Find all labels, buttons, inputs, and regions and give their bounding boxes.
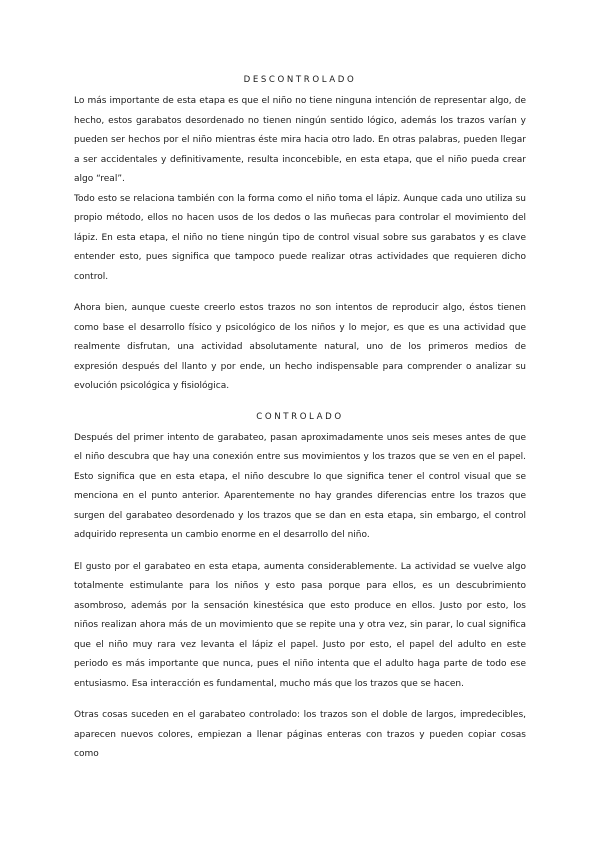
spacer [74, 546, 526, 558]
spacer [74, 397, 526, 405]
paragraph: Otras cosas suceden en el garabateo controlado: los trazos son el doble de largos, impredecibles, aparecen nuevos colores, empiezan a llenar páginas enteras con trazos y pueden copiar cosas como [74, 710, 526, 759]
paragraph: Lo más importante de esta etapa es que el niño no tiene ninguna intención de representar algo, de hecho, estos garabatos desordenado no tienen ningún sentido lógico, además los trazos varían y pueden ser hechos por el niño mientras éste mira hacia otro lado. En otras palabras, pueden llegar a ser accidentales y definitivamente, resulta inconcebible, en esta etapa, que el niño pueda crear algo “real”. [74, 96, 526, 184]
paragraph: Todo esto se relaciona también con la forma como el niño toma el lápiz. Aunque cada uno utiliza su propio método, ellos no hacen usos de los dedos o las muñecas para controlar el movimiento del lápiz. En esta etapa, el niño no tiene ningún tipo de control visual sobre sus garabatos y es clave entender esto, pues significa que tampoco puede realizar otras actividades que requieren dicho control. [74, 193, 526, 282]
paragraph: Después del primer intento de garabateo, pasan aproximadamente unos seis meses antes de que el niño descubra que hay una conexión entre sus movimientos y los trazos que se ven en el papel. Esto significa que en esta etapa, el niño descubre lo que significa tener el control visual que se menciona en el punto anterior. Aparentemente no hay grandes diferencias entre los trazos que surgen del garabateo desordenado y los trazos que se dan en esta etapa, sin embargo, el control adquirido representa un cambio enorme en el desarrollo del niño. [74, 432, 526, 540]
paragraph: El gusto por el garabateo en esta etapa, aumenta considerablemente. La actividad se vuelve algo totalmente estimulante para los niños y esto pasa porque para ellos, es un descubrimiento asombroso, además por la sensación kinestésica que esto produce en ellos. Justo por esto, los niños realizan ahora más de un movimiento que se repite una y otra vez, sin parar, lo cual significa que el niño muy rara vez levanta el lápiz el papel. Justo por esto, el papel del adulto en este periodo es más importante que nunca, pues el niño intenta que el adulto haga parte de todo ese entusiasmo. Esa interacción es fundamental, mucho más que los trazos que se hacen. [74, 561, 526, 689]
paragraph: Ahora bien, aunque cueste creerlo estos trazos no son intentos de reproducir algo, éstos tienen como base el desarrollo físico y psicológico de los niños y lo mejor, es que es una actividad que realmente disfrutan, una actividad absolutamente natural, uno de los primeros medios de expresión después del llanto y por ende, un hecho indispensable para comprender o analizar su evolución psicológica y fisiológica. [74, 303, 526, 391]
spacer [74, 287, 526, 299]
spacer [74, 694, 526, 706]
section-heading-descontrolado: DESCONTROLADO [243, 75, 357, 85]
section-heading-controlado: CONTROLADO [256, 411, 344, 422]
